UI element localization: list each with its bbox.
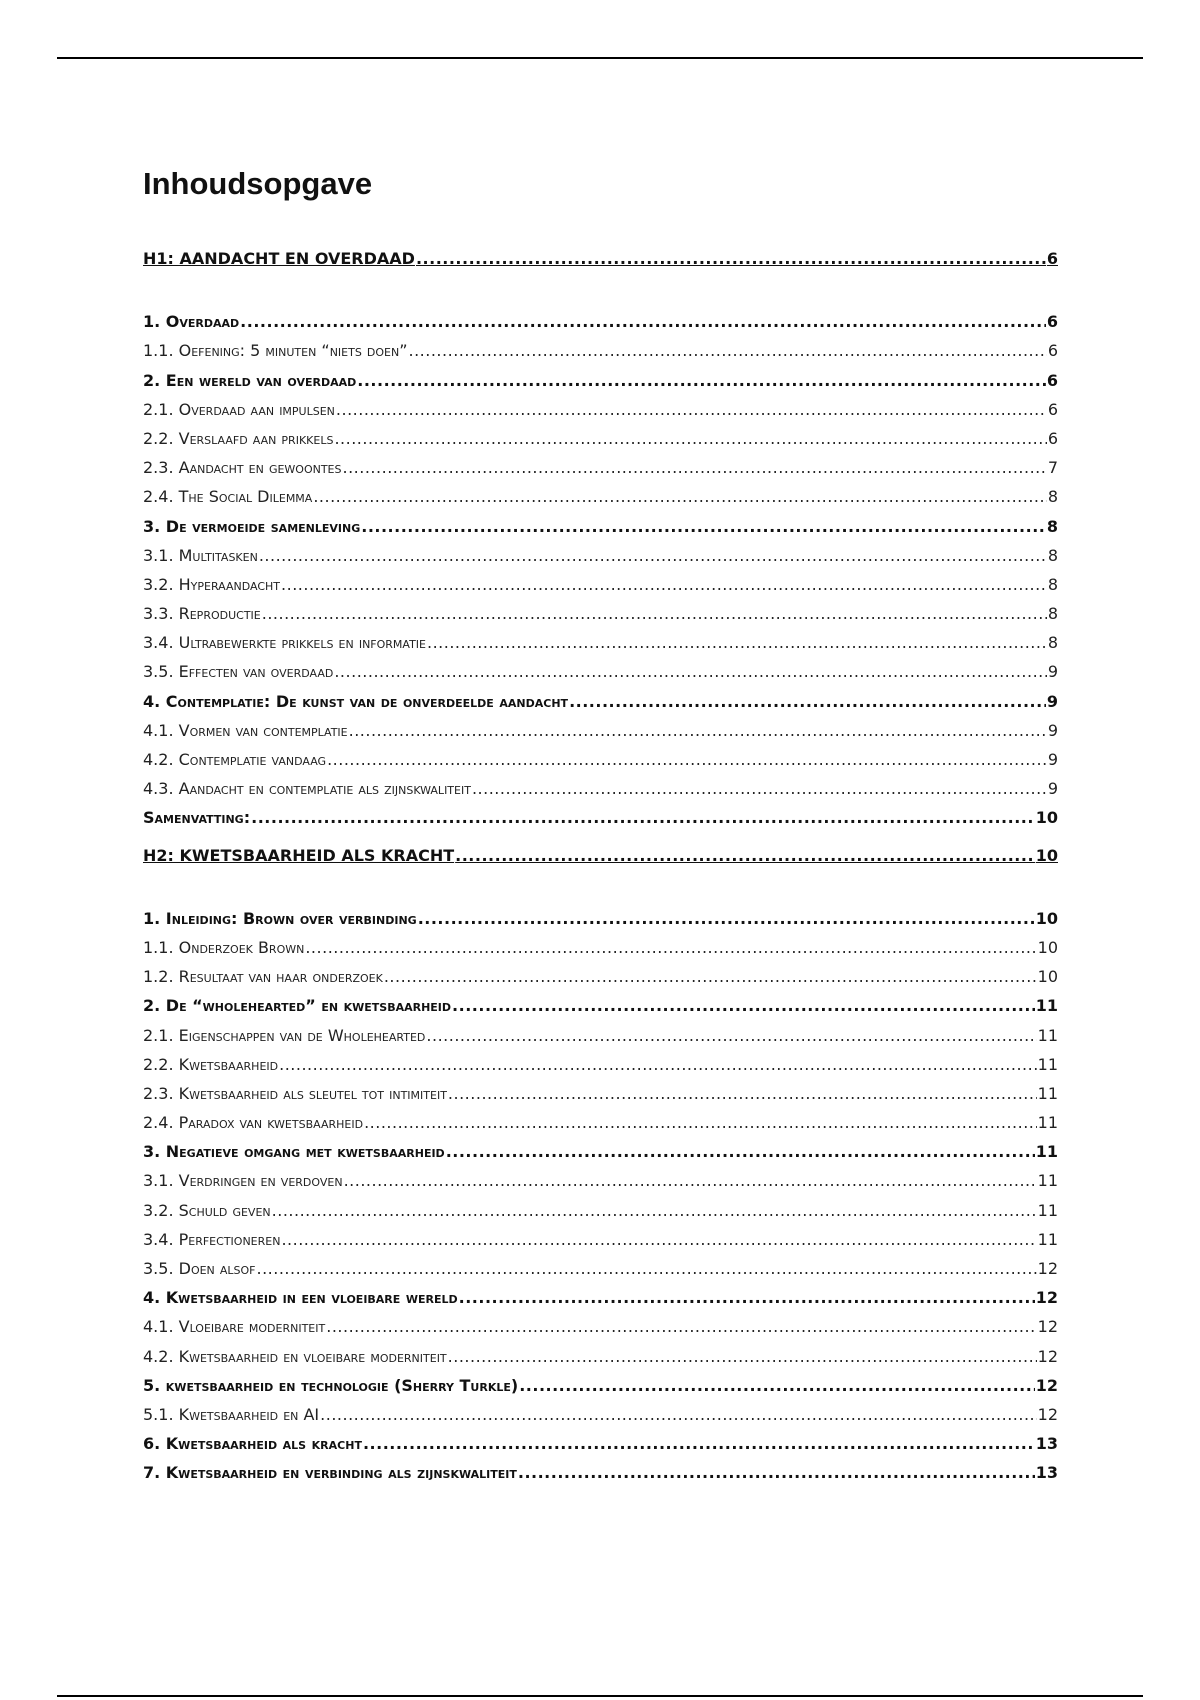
toc-entry-label: H2: KWETSBAARHEID ALS KRACHT xyxy=(143,845,455,865)
toc-entry-link[interactable] xyxy=(143,991,1058,1020)
toc-entry-link[interactable] xyxy=(143,628,1058,657)
toc-page-number: 8 xyxy=(1047,487,1058,507)
toc-entry-label: 5.1. Kwetsbaarheid en AI xyxy=(143,1404,320,1424)
toc-entry-link[interactable] xyxy=(143,1429,1058,1458)
dot-leader xyxy=(327,745,1047,774)
dot-leader xyxy=(281,1225,1036,1254)
dot-leader xyxy=(446,1137,1035,1166)
toc-page-number: 10 xyxy=(1035,845,1058,865)
toc-entry-label: 7. Kwetsbaarheid en verbinding als zijnskwaliteit xyxy=(143,1463,517,1483)
toc-entry-label: 2. Een wereld van overdaad xyxy=(143,370,357,390)
toc-entry-label: 1. Overdaad xyxy=(143,312,240,332)
dot-leader xyxy=(452,991,1035,1020)
toc-page-number: 10 xyxy=(1037,967,1058,987)
toc-entry-link[interactable] xyxy=(143,541,1058,570)
dot-leader xyxy=(518,1458,1035,1487)
dot-leader xyxy=(357,366,1046,395)
toc-page-number: 11 xyxy=(1035,996,1058,1016)
dot-leader xyxy=(279,1050,1037,1079)
toc-entry-link[interactable] xyxy=(143,1458,1058,1487)
toc-page-number: 9 xyxy=(1046,691,1058,711)
toc-entry-link[interactable] xyxy=(143,366,1058,395)
dot-leader xyxy=(259,541,1047,570)
toc-entry-label: 3.2. Hyperaandacht xyxy=(143,574,281,594)
toc-entry-link[interactable] xyxy=(143,933,1058,962)
toc-page-number: 11 xyxy=(1037,1113,1058,1133)
dot-leader xyxy=(256,1254,1036,1283)
spacer xyxy=(143,833,1058,841)
dot-leader xyxy=(416,244,1046,273)
dot-leader xyxy=(569,687,1046,716)
toc-entry-link[interactable] xyxy=(143,424,1058,453)
toc-entry-link[interactable] xyxy=(143,1371,1058,1400)
toc-entry-label: 1.2. Resultaat van haar onderzoek xyxy=(143,967,383,987)
toc-entry-link[interactable] xyxy=(143,1137,1058,1166)
footer-rule xyxy=(57,1695,1143,1697)
dot-leader xyxy=(320,1400,1037,1429)
dot-leader xyxy=(344,1166,1037,1195)
toc-entry-link[interactable] xyxy=(143,482,1058,511)
toc-entry-label: 4.2. Contemplatie vandaag xyxy=(143,750,327,769)
dot-leader xyxy=(363,1429,1035,1458)
spacer xyxy=(143,870,1058,904)
toc-entry-label: 4.1. Vormen van contemplatie xyxy=(143,720,348,740)
toc-page-number: 6 xyxy=(1046,249,1058,268)
toc-entry-link[interactable] xyxy=(143,962,1058,991)
toc-page-number: 6 xyxy=(1047,341,1058,361)
spacer xyxy=(143,273,1058,307)
toc-page-number: 10 xyxy=(1037,937,1058,957)
dot-leader xyxy=(448,1342,1037,1371)
toc-page-number: 12 xyxy=(1037,1404,1058,1424)
dot-leader xyxy=(418,904,1035,933)
toc-page-number: 9 xyxy=(1047,779,1058,799)
toc-entry-label: 1.1. Oefening: 5 minuten “niets doen” xyxy=(143,341,408,361)
toc-entry-label: 3.1. Multitasken xyxy=(143,545,258,565)
toc-entry-label: 3.1. Verdringen en verdoven xyxy=(143,1171,343,1191)
toc-entry-label: 4. Contemplatie: De kunst van de onverdeelde aandacht xyxy=(143,691,569,711)
dot-leader xyxy=(251,803,1035,832)
dot-leader xyxy=(336,395,1047,424)
toc-entry-link[interactable] xyxy=(143,599,1058,628)
toc-entry-label: 3. Negatieve omgang met kwetsbaarheid xyxy=(143,1142,445,1162)
toc-page-number: 6 xyxy=(1046,312,1058,332)
dot-leader xyxy=(281,570,1047,599)
toc-entry-label: 3. De vermoeide samenleving xyxy=(143,516,361,536)
toc-entry-label: 2.4. Paradox van kwetsbaarheid xyxy=(143,1113,364,1133)
toc-entry-link[interactable] xyxy=(143,512,1058,541)
toc-page-number: 8 xyxy=(1047,604,1058,624)
dot-leader xyxy=(426,1021,1036,1050)
toc-entry-label: Samenvatting: xyxy=(143,808,251,828)
toc-page-number: 8 xyxy=(1047,574,1058,594)
toc-entry-label: 1.1. Onderzoek Brown xyxy=(143,937,305,957)
dot-leader xyxy=(364,1108,1037,1137)
toc-page-number: 11 xyxy=(1037,1054,1058,1074)
dot-leader xyxy=(455,841,1035,870)
dot-leader xyxy=(262,599,1047,628)
toc-page-number: 8 xyxy=(1047,633,1058,653)
toc-page-number: 7 xyxy=(1047,458,1058,478)
toc-entry-link[interactable] xyxy=(143,1254,1058,1283)
toc-entry-link[interactable] xyxy=(143,1079,1058,1108)
toc-page-number: 9 xyxy=(1047,662,1058,682)
toc-entry-link[interactable] xyxy=(143,1196,1058,1225)
toc-entry-label: 4.2. Kwetsbaarheid en vloeibare moderniteit xyxy=(143,1346,447,1366)
dot-leader xyxy=(343,453,1047,482)
dot-leader xyxy=(361,512,1046,541)
toc-page-number: 11 xyxy=(1037,1025,1058,1045)
toc-entry-label: 5. kwetsbaarheid en technologie (Sherry Turkle) xyxy=(143,1375,519,1395)
toc-page-number: 6 xyxy=(1047,428,1058,448)
toc-entry-link[interactable] xyxy=(143,1400,1058,1429)
toc-chapter-link[interactable] xyxy=(143,841,1058,870)
toc-entry-label: 3.4. Perfectioneren xyxy=(143,1229,281,1249)
dot-leader xyxy=(240,307,1046,336)
toc-entry-link[interactable] xyxy=(143,336,1058,365)
toc-page-number: 10 xyxy=(1035,808,1058,828)
toc-page-number: 11 xyxy=(1037,1229,1058,1249)
toc-entry-label: 4. Kwetsbaarheid in een vloeibare wereld xyxy=(143,1288,458,1308)
toc-entry-link[interactable] xyxy=(143,745,1058,774)
dot-leader xyxy=(459,1283,1035,1312)
toc-entry-link[interactable] xyxy=(143,904,1058,933)
header-rule xyxy=(57,57,1143,59)
toc-entry-link[interactable] xyxy=(143,1312,1058,1341)
toc-entry-link[interactable] xyxy=(143,1050,1058,1079)
toc-entry-label: 2.1. Eigenschappen van de Wholehearted xyxy=(143,1025,426,1045)
toc-entry-link[interactable] xyxy=(143,774,1058,803)
toc-entry-link[interactable] xyxy=(143,1225,1058,1254)
toc-entry-link[interactable] xyxy=(143,1021,1058,1050)
dot-leader xyxy=(313,482,1046,511)
toc-entry-label: 2. De “wholehearted” en kwetsbaarheid xyxy=(143,996,452,1016)
toc-page-number: 11 xyxy=(1037,1083,1058,1103)
toc-entry-label: 3.4. Ultrabewerkte prikkels en informatie xyxy=(143,633,426,653)
table-of-contents xyxy=(143,244,1058,1488)
toc-entry-link[interactable] xyxy=(143,1108,1058,1137)
toc-page-number: 12 xyxy=(1037,1346,1058,1366)
toc-page-number: 6 xyxy=(1046,370,1058,390)
toc-page-number: 12 xyxy=(1037,1259,1058,1278)
toc-page-number: 9 xyxy=(1047,750,1058,769)
dot-leader xyxy=(409,336,1047,365)
toc-page-number: 12 xyxy=(1035,1288,1058,1308)
dot-leader xyxy=(427,628,1047,657)
toc-page-number: 9 xyxy=(1047,720,1058,740)
toc-entry-label: 1. Inleiding: Brown over verbinding xyxy=(143,908,417,928)
toc-entry-label: 4.3. Aandacht en contemplatie als zijnskwaliteit xyxy=(143,779,471,799)
dot-leader xyxy=(472,774,1047,803)
dot-leader xyxy=(448,1079,1037,1108)
dot-leader xyxy=(334,657,1046,686)
dot-leader xyxy=(326,1312,1036,1341)
toc-entry-label: 2.3. Kwetsbaarheid als sleutel tot intimiteit xyxy=(143,1083,447,1103)
toc-page-number: 11 xyxy=(1037,1200,1058,1220)
toc-entry-link[interactable] xyxy=(143,395,1058,424)
toc-entry-label: 2.2. Verslaafd aan prikkels xyxy=(143,428,334,448)
toc-page-number: 8 xyxy=(1046,516,1058,536)
toc-page-number: 13 xyxy=(1035,1434,1058,1454)
toc-entry-link[interactable] xyxy=(143,453,1058,482)
toc-chapter-link[interactable] xyxy=(143,244,1058,273)
toc-entry-label: 4.1. Vloeibare moderniteit xyxy=(143,1317,326,1337)
dot-leader xyxy=(305,933,1036,962)
toc-entry-label: 6. Kwetsbaarheid als kracht xyxy=(143,1434,362,1454)
toc-entry-link[interactable] xyxy=(143,716,1058,745)
toc-page-number: 13 xyxy=(1035,1463,1058,1483)
dot-leader xyxy=(384,962,1037,991)
toc-entry-link[interactable] xyxy=(143,803,1058,832)
toc-page-number: 12 xyxy=(1037,1317,1058,1337)
toc-entry-link[interactable] xyxy=(143,1166,1058,1195)
toc-page-number: 8 xyxy=(1047,545,1058,565)
dot-leader xyxy=(519,1371,1035,1400)
toc-entry-label: 2.3. Aandacht en gewoontes xyxy=(143,458,342,478)
toc-page-number: 11 xyxy=(1037,1171,1058,1191)
toc-page-number: 6 xyxy=(1047,399,1058,419)
toc-page-number: 11 xyxy=(1035,1142,1058,1162)
toc-entry-label: 2.1. Overdaad aan impulsen xyxy=(143,399,335,419)
toc-entry-link[interactable] xyxy=(143,687,1058,716)
toc-entry-label: 2.4. The Social Dilemma xyxy=(143,487,313,507)
toc-entry-link[interactable] xyxy=(143,1283,1058,1312)
toc-page-number: 12 xyxy=(1035,1375,1058,1395)
dot-leader xyxy=(272,1196,1037,1225)
page-title: Inhoudsopgave xyxy=(143,166,373,201)
toc-entry-label: H1: AANDACHT EN OVERDAAD xyxy=(143,249,415,268)
toc-entry-link[interactable] xyxy=(143,1342,1058,1371)
toc-page-number: 10 xyxy=(1035,908,1058,928)
toc-entry-link[interactable] xyxy=(143,307,1058,336)
toc-entry-label: 3.5. Effecten van overdaad xyxy=(143,662,334,682)
toc-entry-label: 3.3. Reproductie xyxy=(143,604,261,624)
dot-leader xyxy=(349,716,1047,745)
toc-entry-label: 3.5. Doen alsof xyxy=(143,1259,256,1278)
dot-leader xyxy=(334,424,1046,453)
toc-entry-link[interactable] xyxy=(143,570,1058,599)
toc-entry-label: 3.2. Schuld geven xyxy=(143,1200,271,1220)
toc-entry-label: 2.2. Kwetsbaarheid xyxy=(143,1054,279,1074)
toc-entry-link[interactable] xyxy=(143,657,1058,686)
